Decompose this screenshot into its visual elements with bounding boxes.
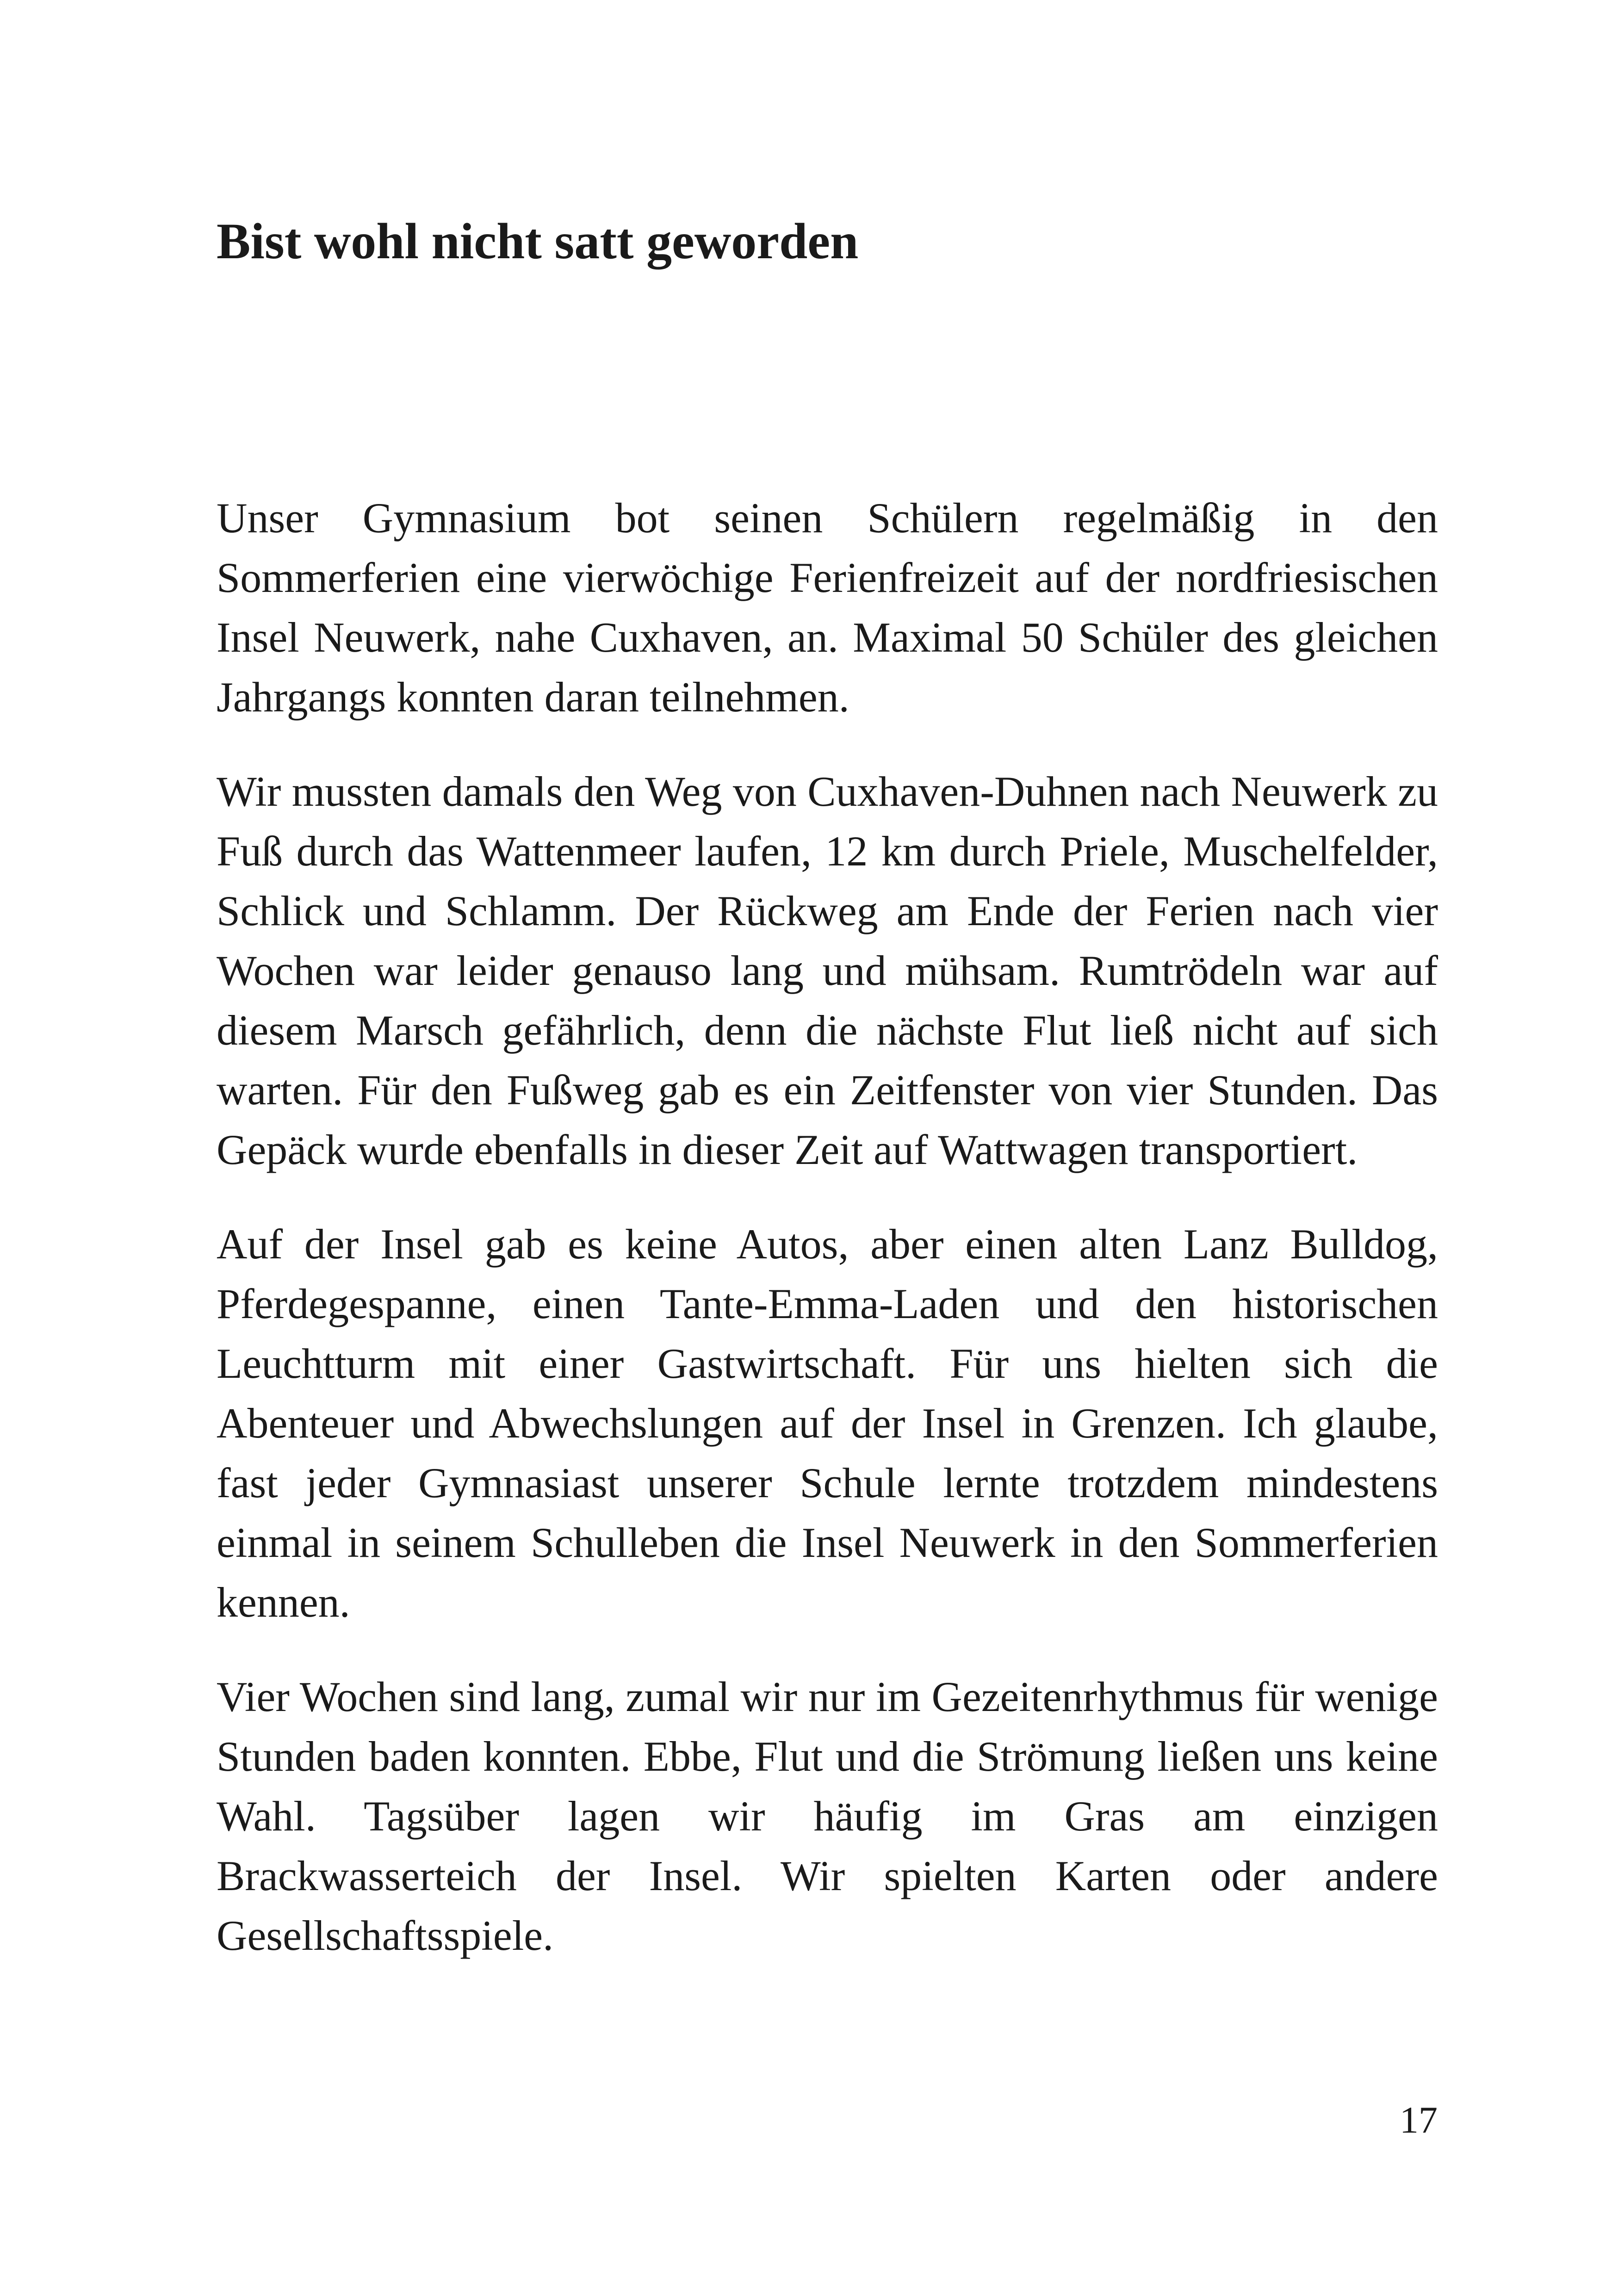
chapter-title: Bist wohl nicht satt geworden [217, 213, 859, 269]
chapter-body [217, 488, 1438, 2000]
paragraph-1: Unser Gymnasium bot seinen Schülern regelmäßig in den Sommerferien eine vierwöchige Ferienfreizeit auf der nordfriesischen Insel Neuwerk, nahe Cuxhaven, an. Maximal 50 Schüler des gleichen Jahrgangs konnten daran teilnehmen. [217, 494, 1438, 721]
paragraph-2: Wir mussten damals den Weg von Cuxhaven-Duhnen nach Neuwerk zu Fuß durch das Wattenmeer laufen, 12 km durch Priele, Muschelfelder, Schlick und Schlamm. Der Rückweg am Ende der Ferien nach vier Wochen war leider genauso lang und mühsam. Rumtrödeln war auf diesem Marsch gefährlich, denn die nächste Flut ließ nicht auf sich warten. Für den Fußweg gab es ein Zeitfenster von vier Stunden. Das Gepäck wurde ebenfalls in dieser Zeit auf Wattwagen transportiert. [217, 768, 1438, 1173]
page-number: 17 [1400, 2099, 1438, 2141]
paragraph-4: Vier Wochen sind lang, zumal wir nur im Gezeitenrhythmus für wenige Stunden baden konnten. Ebbe, Flut und die Strömung ließen uns keine Wahl. Tagsüber lagen wir häufig im Gras am einzigen Brackwasserteich der Insel. Wir spielten Karten oder andere Gesellschaftsspiele. [217, 1673, 1438, 1959]
paragraph-3: Auf der Insel gab es keine Autos, aber einen alten Lanz Bulldog, Pferdegespanne, einen Tante-Emma-Laden und den historischen Leuchtturm mit einer Gastwirtschaft. Für uns hielten sich die Abenteuer und Abwechslungen auf der Insel in Grenzen. Ich glaube, fast jeder Gymnasiast unserer Schule lernte trotzdem mindestens einmal in seinem Schulleben die Insel Neuwerk in den Sommerferien kennen. [217, 1220, 1438, 1626]
